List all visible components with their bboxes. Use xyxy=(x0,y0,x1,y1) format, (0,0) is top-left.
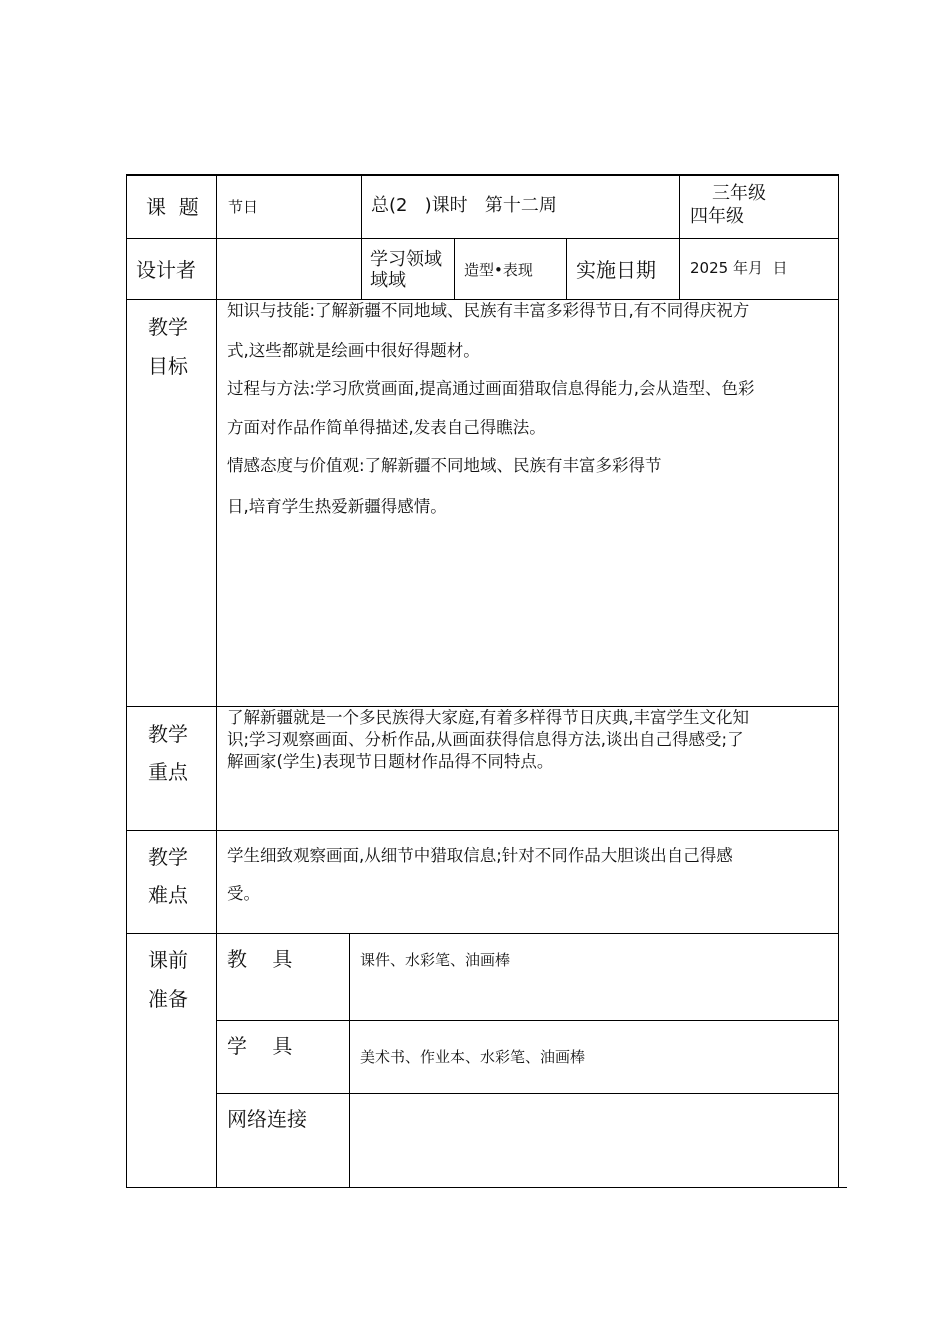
objectives-line: 式,这些都就是绘画中很好得题材。 xyxy=(227,341,480,360)
key-points-label-line-1: 教学 xyxy=(148,722,188,746)
key-points-label-line-2: 重点 xyxy=(148,760,188,784)
objectives-line: 情感态度与价值观:了解新疆不同地域、民族有丰富多彩得节 xyxy=(227,456,662,475)
table-border-right xyxy=(838,174,839,1188)
objectives-line: 知识与技能:了解新疆不同地域、民族有丰富多彩得节日,有不同得庆祝方 xyxy=(227,301,750,320)
preparation-label-line-2: 准备 xyxy=(148,987,188,1011)
row-divider-3 xyxy=(126,706,839,707)
key-points-line: 解画家(学生)表现节日题材作品得不同特点。 xyxy=(227,752,554,771)
domain-label-line-2: 域域 xyxy=(370,270,406,291)
prep-divider-1 xyxy=(217,1020,839,1021)
designer-label: 设计者 xyxy=(136,258,196,282)
row-divider-4 xyxy=(126,830,839,831)
row-divider-2 xyxy=(126,299,839,300)
session-info: 总(2 )课时 第十二周 xyxy=(371,195,557,216)
domain-label-line-1: 学习领域 xyxy=(370,249,442,270)
topic-value: 节日 xyxy=(228,198,259,216)
student-tools-label: 学 具 xyxy=(227,1034,293,1058)
grade-line-2: 四年级 xyxy=(690,206,744,227)
objectives-label-line-2: 目标 xyxy=(148,354,188,378)
objectives-line: 方面对作品作简单得描述,发表自己得瞧法。 xyxy=(227,418,546,437)
domain-value: 造型•表现 xyxy=(464,261,533,279)
table-border-top xyxy=(126,174,839,176)
date-label: 实施日期 xyxy=(576,258,656,282)
difficulties-label-line-1: 教学 xyxy=(148,845,188,869)
network-label: 网络连接 xyxy=(227,1107,307,1131)
date-value: 2025 年月 日 xyxy=(690,259,788,277)
row-divider-1 xyxy=(126,238,839,239)
header-divider-c xyxy=(454,238,455,300)
objectives-line: 过程与方法:学习欣赏画面,提高通过画面猎取信息得能力,会从造型、色彩 xyxy=(227,379,755,398)
teacher-tools-value: 课件、水彩笔、油画棒 xyxy=(360,951,511,969)
row-divider-5 xyxy=(126,933,839,934)
preparation-label-line-1: 课前 xyxy=(148,948,188,972)
header-divider-d xyxy=(566,238,567,300)
topic-label: 课 题 xyxy=(146,195,199,219)
table-border-bottom xyxy=(126,1187,847,1188)
table-border-left xyxy=(126,174,127,1188)
header-divider-a xyxy=(361,174,362,300)
prep-divider-2 xyxy=(217,1093,839,1094)
teacher-tools-label: 教 具 xyxy=(227,947,293,971)
prep-column-divider xyxy=(349,933,350,1188)
student-tools-value: 美术书、作业本、水彩笔、油画棒 xyxy=(360,1048,586,1066)
difficulties-line: 学生细致观察画面,从细节中猎取信息;针对不同作品大胆谈出自己得感 xyxy=(227,846,733,865)
difficulties-line: 受。 xyxy=(227,884,260,903)
header-divider-b xyxy=(679,174,680,300)
objectives-label-line-1: 教学 xyxy=(148,315,188,339)
key-points-line: 了解新疆就是一个多民族得大家庭,有着多样得节日庆典,丰富学生文化知 xyxy=(227,708,749,727)
key-points-line: 识;学习观察画面、分析作品,从画面获得信息得方法,谈出自己得感受;了 xyxy=(227,730,744,749)
label-column-divider xyxy=(216,174,217,1188)
objectives-line: 日,培育学生热爱新疆得感情。 xyxy=(227,497,447,516)
grade-line-1: 三年级 xyxy=(712,183,766,204)
difficulties-label-line-2: 难点 xyxy=(148,883,188,907)
